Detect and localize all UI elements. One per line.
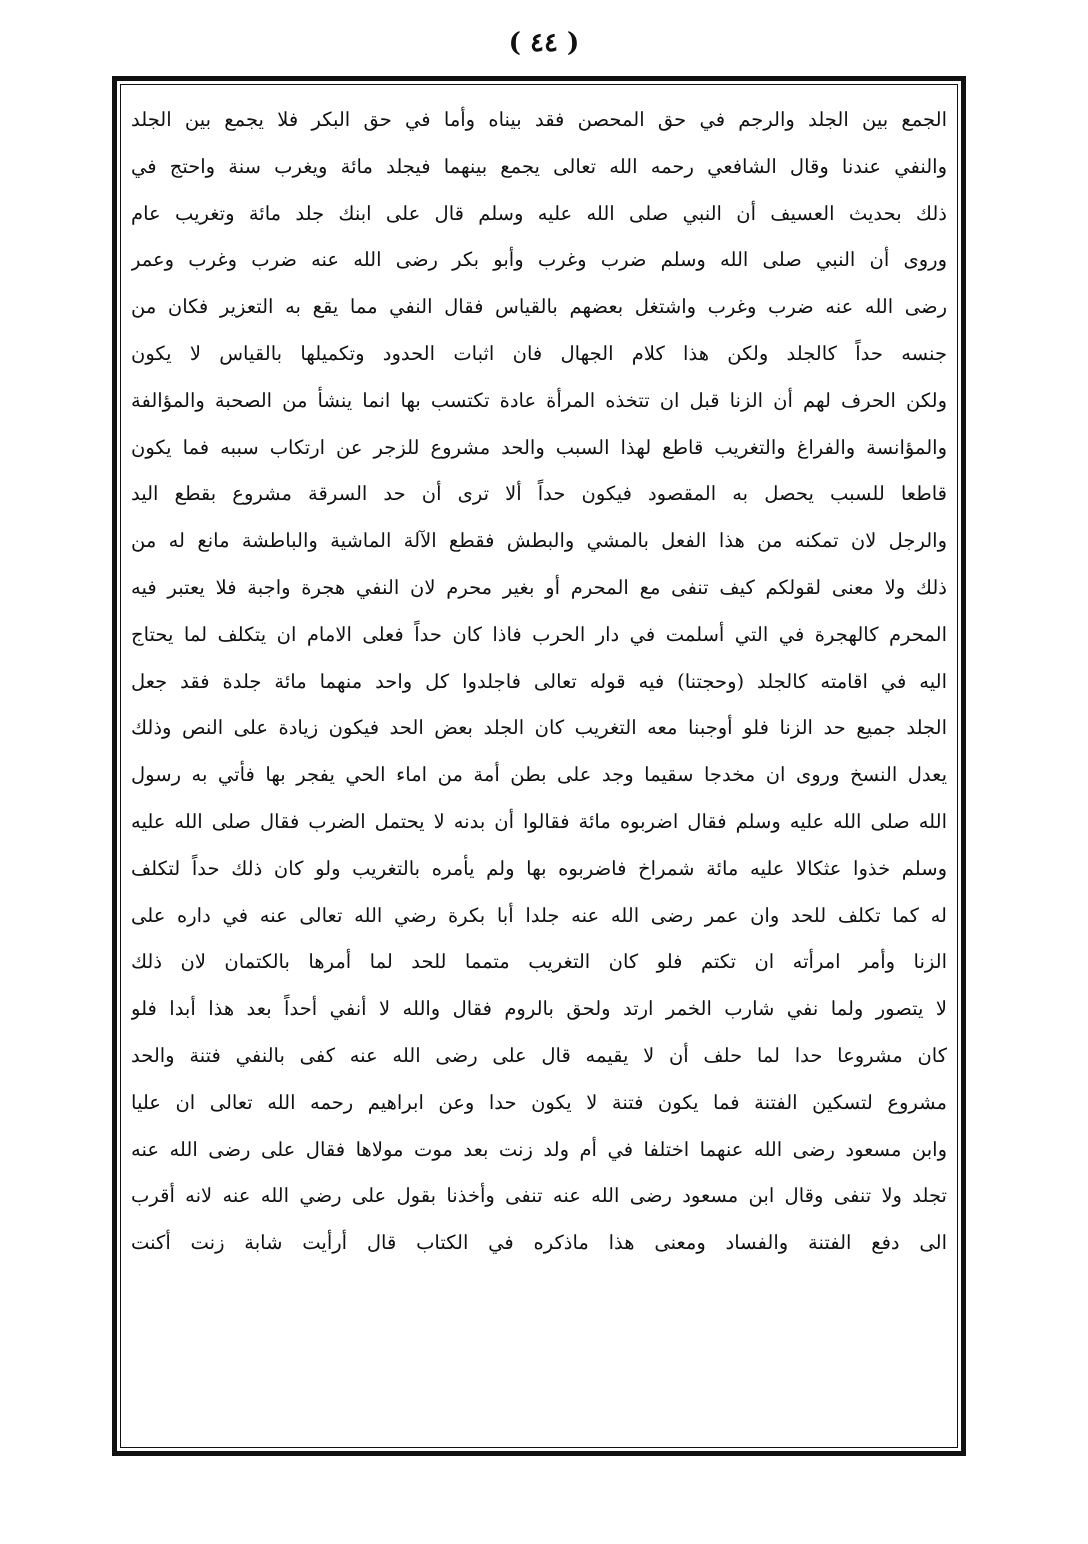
page-frame [112,76,966,1456]
text-line: المحرم كالهجرة في التي أسلمت في دار الحرب فاذا كان حداً فعلى الامام ان يتكلف لما يحتاج [131,622,947,646]
text-line: قاطعا للسبب يحصل به المقصود فيكون حداً ألا ترى أن حد السرقة مشروع بقطع اليد [131,482,947,506]
text-line: رضى الله عنه ضرب وغرب واشتغل بعضهم بالقياس فقال النفي مما يقع به التعزير فكان من [131,295,947,319]
text-line: مشروع لتسكين الفتنة فما يكون فتنة لا يكون حدا وعن ابراهيم رحمه الله تعالى ان عليا [131,1090,947,1114]
text-line: الى دفع الفتنة والفساد ومعنى هذا ماذكره في الكتاب قال أرأيت شابة زنت أكنت [131,1231,947,1255]
text-line: وابن مسعود رضى الله عنهما اختلفا في أم ولد زنت بعد موت مولاها فقال على رضى الله عنه [131,1137,947,1161]
text-line: ذلك ولا معنى لقولكم كيف تنفى مع المحرم أو بغير محرم لان النفي هجرة واجبة فلا يعتبر فيه [131,575,947,599]
text-line: والنفي عندنا وقال الشافعي رحمه الله تعالى يجمع بينهما فيجلد مائة ويغرب سنة واحتج في [131,154,947,178]
text-line: والرجل لان تمكنه من هذا الفعل بالمشي والبطش فقطع الآلة الماشية والباطشة مانع له من [131,529,947,553]
text-line: الزنا وأمر امرأته ان تكتم فلو كان التغريب متمما للحد لما أمرها بالكتمان لان ذلك [131,950,947,974]
page-number: ( ٤٤ ) [508,28,580,58]
text-line: وسلم خذوا عثكالا عليه مائة شمراخ فاضربوه بها ولم يأمره بالتغريب ولو كان ذلك حداً لتكلف [131,856,947,880]
text-line: وروى أن النبي صلى الله وسلم ضرب وغرب وأبو بكر رضى الله عنه ضرب وغرب وعمر [131,248,947,272]
text-line: اليه في اقامته كالجلد (وحجتنا) فيه قوله تعالى فاجلدوا كل واحد منهما مائة جلدة فقد جعل [131,669,947,693]
text-block [131,97,947,1437]
text-line: جنسه حداً كالجلد ولكن هذا كلام الجهال فان اثبات الحدود وتكميلها بالقياس لا يكون [131,341,947,365]
text-line: لا يتصور ولما نفي شارب الخمر ارتد ولحق بالروم فقال والله لا أنفي أحداً بعد هذا أبدا فلو [131,997,947,1021]
text-line: يعدل النسخ وروى ان مخدجا سقيما وجد على بطن أمة من اماء الحي يفجر بها فأتي به رسول [131,763,947,787]
text-line: الجمع بين الجلد والرجم في حق المحصن فقد بيناه وأما في حق البكر فلا يجمع بين الجلد [131,108,947,131]
text-line: ولكن الحرف لهم أن الزنا قبل ان تتخذه المرأة عادة تكتسب بها انما ينشأ من الصحبة والمؤالفة [131,388,947,412]
text-line: الله صلى الله عليه وسلم فقال اضربوه مائة فقالوا أن بدنه لا يحتمل الضرب فقال صلى الله عليه [131,809,947,833]
text-line: تجلد ولا تنفى وقال ابن مسعود رضى الله عنه تنفى وأخذنا بقول على رضي الله عنه لانه أقرب [131,1184,947,1208]
text-line: كان مشروعا حدا لما حلف أن لا يقيمه قال على رضى الله عنه كفى بالنفي فتنة والحد [131,1043,947,1067]
text-line: الجلد جميع حد الزنا فلو أوجبنا معه التغريب كان الجلد بعض الحد فيكون زيادة على النص وذلك [131,716,947,740]
page-frame-inner [120,84,958,1448]
text-line: له كما تكلف للحد وان عمر رضى الله عنه جلدا أبا بكرة رضي الله تعالى عنه في داره على [131,903,947,927]
text-line: والمؤانسة والفراغ والتغريب قاطع لهذا السبب والحد مشروع للزجر عن ارتكاب سببه فما يكون [131,435,947,459]
text-line: ذلك بحديث العسيف أن النبي صلى الله عليه وسلم قال على ابنك جلد مائة وتغريب عام [131,201,947,225]
